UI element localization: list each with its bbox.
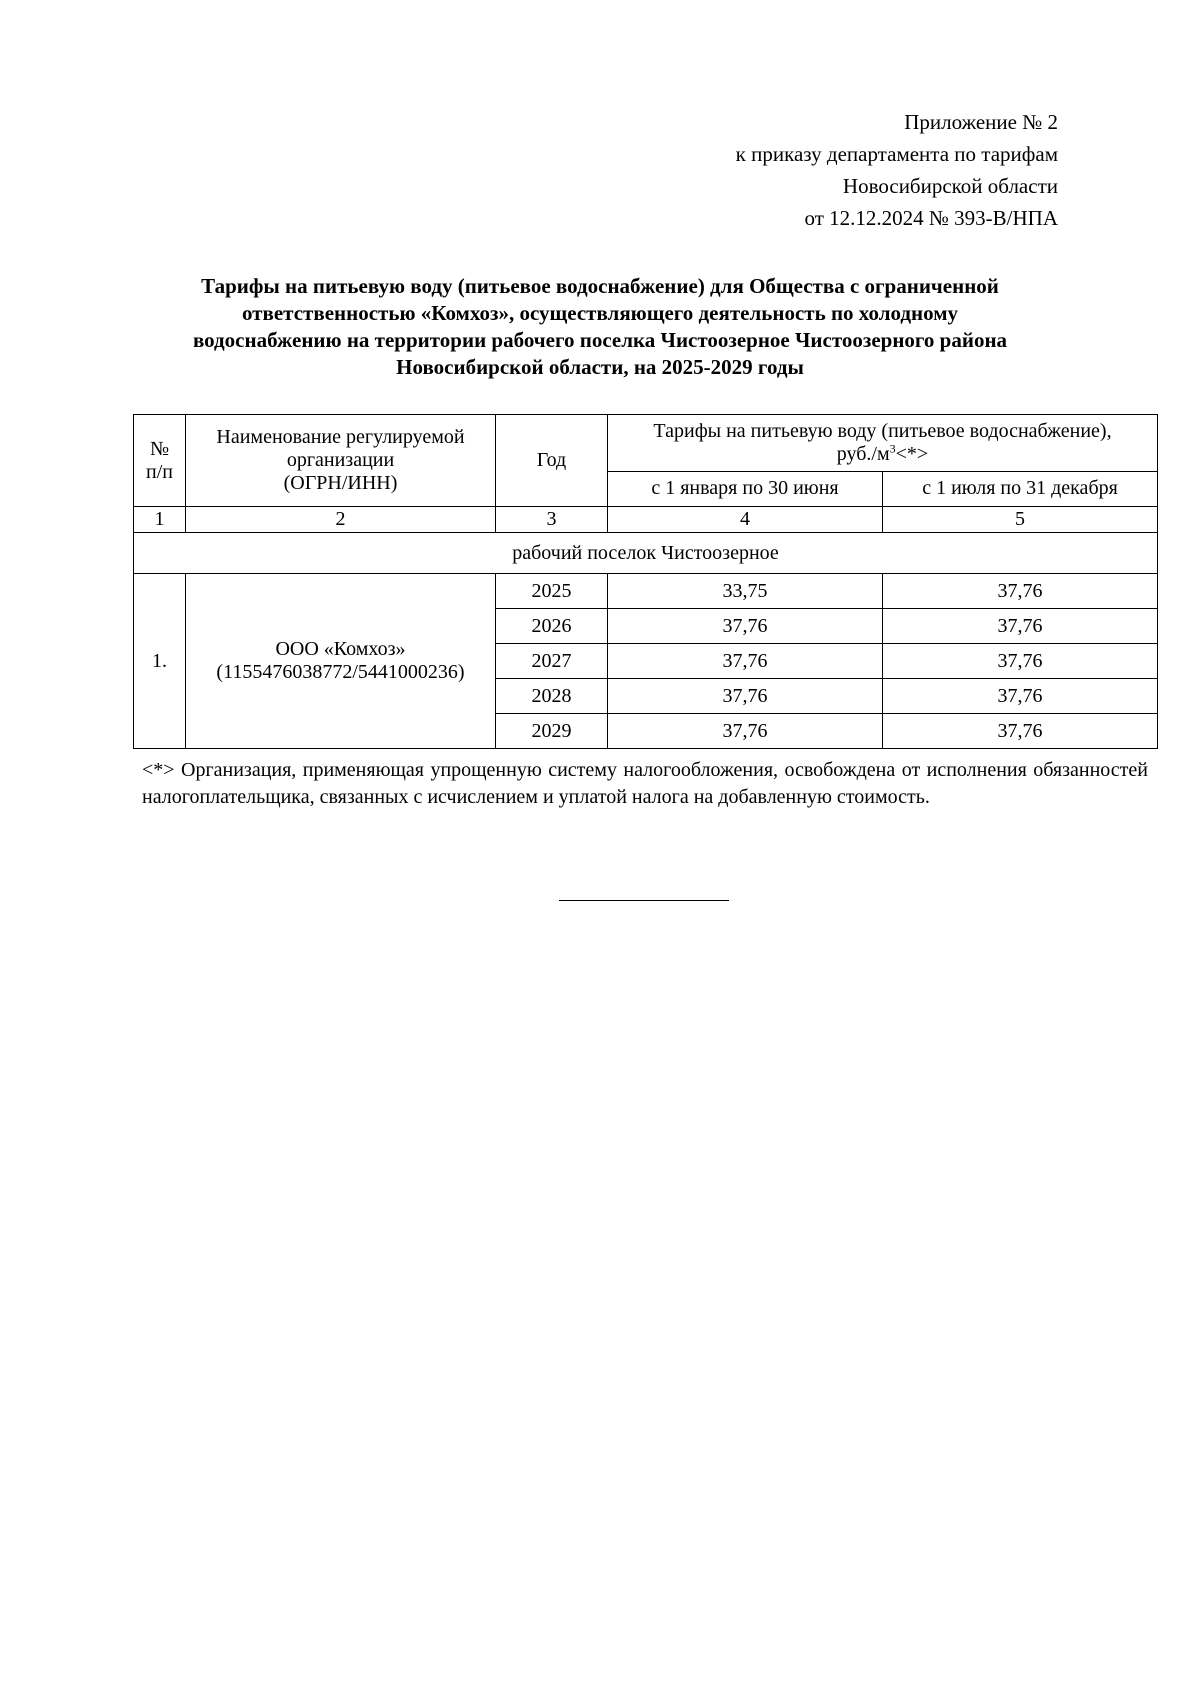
entry-organization xyxy=(186,574,496,749)
tariff-second-half: 37,76 xyxy=(883,679,1158,714)
header-period-first-half: с 1 января по 30 июня xyxy=(608,471,883,506)
tariff-second-half: 37,76 xyxy=(883,609,1158,644)
header-tariff-unit: руб./м xyxy=(836,442,890,465)
table-row xyxy=(134,574,1158,609)
header-number xyxy=(134,415,186,507)
tariff-first-half: 37,76 xyxy=(608,609,883,644)
header-number-label: п/п xyxy=(146,460,173,483)
column-index: 4 xyxy=(608,507,883,533)
year-cell: 2025 xyxy=(496,574,608,609)
appendix-line: от 12.12.2024 № 393-В/НПА xyxy=(804,206,1058,230)
title-line: Тарифы на питьевую воду (питьевое водоснабжение) для Общества с ограниченной xyxy=(201,274,999,298)
year-cell: 2026 xyxy=(496,609,608,644)
title-line: ответственностью «Комхоз», осуществляющего деятельность по холодному xyxy=(241,301,959,325)
tariff-second-half: 37,76 xyxy=(883,644,1158,679)
appendix-block xyxy=(736,106,1058,234)
tariff-table xyxy=(133,414,1158,749)
header-row xyxy=(134,415,1158,472)
appendix-line: к приказу департамента по тарифам xyxy=(735,142,1058,166)
appendix-line: Новосибирской области xyxy=(842,174,1058,198)
header-tariff-unit-line xyxy=(614,443,1151,466)
tariff-first-half: 37,76 xyxy=(608,644,883,679)
group-row xyxy=(134,533,1158,574)
document-title xyxy=(150,273,1050,381)
appendix-line: Приложение № 2 xyxy=(904,110,1058,134)
header-period-second-half: с 1 июля по 31 декабря xyxy=(883,471,1158,506)
header-org-line: организации xyxy=(286,449,395,471)
tariff-first-half: 37,76 xyxy=(608,714,883,749)
tariff-second-half: 37,76 xyxy=(883,714,1158,749)
tariff-first-half: 37,76 xyxy=(608,679,883,714)
year-cell: 2028 xyxy=(496,679,608,714)
header-year: Год xyxy=(496,415,608,507)
column-index-row xyxy=(134,507,1158,533)
tariff-first-half: 33,75 xyxy=(608,574,883,609)
header-tariffs xyxy=(608,415,1158,472)
year-cell: 2029 xyxy=(496,714,608,749)
footnote: <*> Организация, применяющая упрощенную систему налогообложения, освобождена от исполнения обязанностей налогоплательщика, связанных с исчислением и уплатой налога на добавленную стоимость. xyxy=(142,759,1148,808)
title-line: водоснабжению на территории рабочего поселка Чистоозерное Чистоозерного района xyxy=(192,328,1008,352)
header-number-symbol: № xyxy=(149,437,170,460)
header-organization xyxy=(186,415,496,507)
end-divider xyxy=(559,900,729,901)
column-index: 2 xyxy=(186,507,496,533)
header-org-line: Наименование регулируемой xyxy=(216,426,465,448)
header-tariff-footnote-mark: <*> xyxy=(895,442,929,465)
header-tariff-superscript: 3 xyxy=(889,441,896,456)
tariff-second-half: 37,76 xyxy=(883,574,1158,609)
year-cell: 2027 xyxy=(496,644,608,679)
organization-name: ООО «Комхоз» xyxy=(275,638,406,660)
entry-number: 1. xyxy=(134,574,186,749)
column-index: 3 xyxy=(496,507,608,533)
group-label: рабочий поселок Чистоозерное xyxy=(134,533,1158,574)
title-line: Новосибирской области, на 2025-2029 годы xyxy=(396,355,804,379)
header-tariff-line: Тарифы на питьевую воду (питьевое водоснабжение), xyxy=(653,419,1112,442)
column-index: 1 xyxy=(134,507,186,533)
column-index: 5 xyxy=(883,507,1158,533)
organization-ids: (1155476038772/5441000236) xyxy=(216,661,465,683)
header-org-line: (ОГРН/ИНН) xyxy=(283,472,398,494)
